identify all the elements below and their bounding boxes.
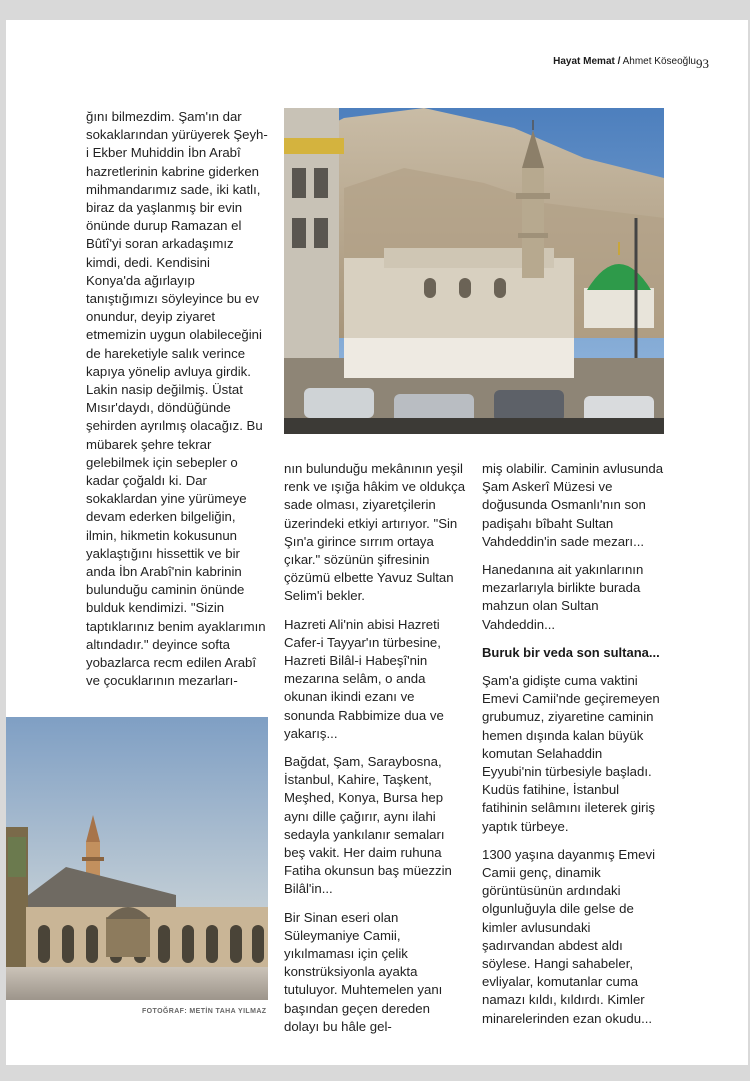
paragraph: Bir Sinan eseri olan Süleymaniye Camii, yıkılmaması için çelik konstrüksiyonla ayakta tutuluyor. Muhtemelen yanı başından geçen dereden dolayı bu hâle gel- (284, 909, 443, 1034)
page-number: 93 (696, 56, 709, 71)
paragraph: Hanedanına ait yakınlarının mezarlarıyla birlikte burada mahzun olan Sultan Vahdeddin... (482, 562, 644, 632)
paragraph: miş olabilir. Caminin avlusunda Şam Askerî Müzesi ve doğusunda Osmanlı'nın son padişahı bîbaht Sultan Vahdeddin'in sade mezarı... (482, 461, 664, 549)
photo-credit: FOTOĞRAF: METİN TAHA YILMAZ (142, 1008, 267, 1015)
paragraph: Bağdat, Şam, Saraybosna, İstanbul, Kahire, Taşkent, Meşhed, Konya, Bursa hep aynı dille çağırır, aynı ilahi sedayla yankılanır semaları beş vakit. Her daim ruhuna Fatiha okunsun baş müezzin Bilâl'in... (284, 754, 452, 897)
subheading: Buruk bir veda son sultana... (482, 644, 660, 660)
text-column-2 (284, 460, 466, 1046)
running-header (553, 56, 696, 67)
paragraph: 1300 yaşına dayanmış Emevi Camii genç, dinamik görüntüsünün ardındaki olgunluğuyla dile gelse de kimler avlusundaki şadırvandan abdest aldı söylese. Hangi sahabeler, evliyalar, komutanlar cuma namazı kıldı, kıldırdı. Kimler minarelerinden ezan okudu... (482, 846, 655, 1026)
magazine-page (6, 20, 748, 1065)
paragraph: ğını bilmezdim. Şam'ın dar sokaklarından yürüyerek Şeyh-i Ekber Muhiddin İbn Arabî hazretlerinin kabrine giderken mihmandarımız sade, iki katlı, biraz da yaşlanmış bir evin önünde durup Ramazan el Bûtî'yi soran arkadaşımız kimdi, dedi. Kendisini Konya'da ağırlayıp tanıştığımızı söyleyince bu ev onundur, deyip ziyaret etmemizin uygun olabileceğini de hareketiyle salık verince kapıya yönelip avluya girdik. Lakin nasip değilmiş. Üstat Mısır'daydı, döndüğünde şehirden ayrılmış olacağız. Bu mübarek şehre tekrar gelebilmek için sebepler o kadar çoğaldı ki. Dar sokaklardan yine yürümeye devam ederken bilgeliğin, ilmin, hikmetin kokusunun yaklaştığını hissettik ve bir anda İbn Arabî'nin kabrinin bulunduğu caminin önünde bulduk kendimizi. "Sizin taptıklarınız benim ayaklarımın altındadır." deyince softa yobazlarca recm edilen Arabî ve çocuklarının mezarları- (86, 109, 268, 689)
text-column-1 (86, 108, 268, 701)
photo-umayyad-mosque-courtyard (6, 717, 268, 1000)
text-column-3 (482, 460, 664, 1038)
photo-damascus-mosque (284, 108, 664, 434)
header-title: Hayat Memat / (553, 56, 621, 67)
paragraph: nın bulunduğu mekânının yeşil renk ve ışığa hâkim ve oldukça sade olması, ziyaretçilerin üzerindeki etkiyi artırıyor. "Sin Şın'a girince sırrım ortaya çıkar." sözünün şifresinin çözümü elbette Yavuz Sultan Selim'i bekler. (284, 461, 466, 604)
paragraph: Şam'a gidişte cuma vaktini Emevi Camii'nde geçiremeyen grubumuz, ziyaretine caminin hemen dışında kalan büyük komutan Selahaddin Eyyubi'nin türbesiyle başladı. Kudüs fatihine, İstanbul fatihinin selâmını ileterek giriş yaptık türbeye. (482, 673, 660, 834)
header-author: Ahmet Köseoğlu (620, 56, 696, 67)
paragraph: Hazreti Ali'nin abisi Hazreti Cafer-i Tayyar'ın türbesine, Hazreti Bilâl-i Habeşî'nin mezarına selâm, o anda okunan ikindi ezanı ve sonunda Rabbimize dua ve yakarış... (284, 616, 444, 741)
